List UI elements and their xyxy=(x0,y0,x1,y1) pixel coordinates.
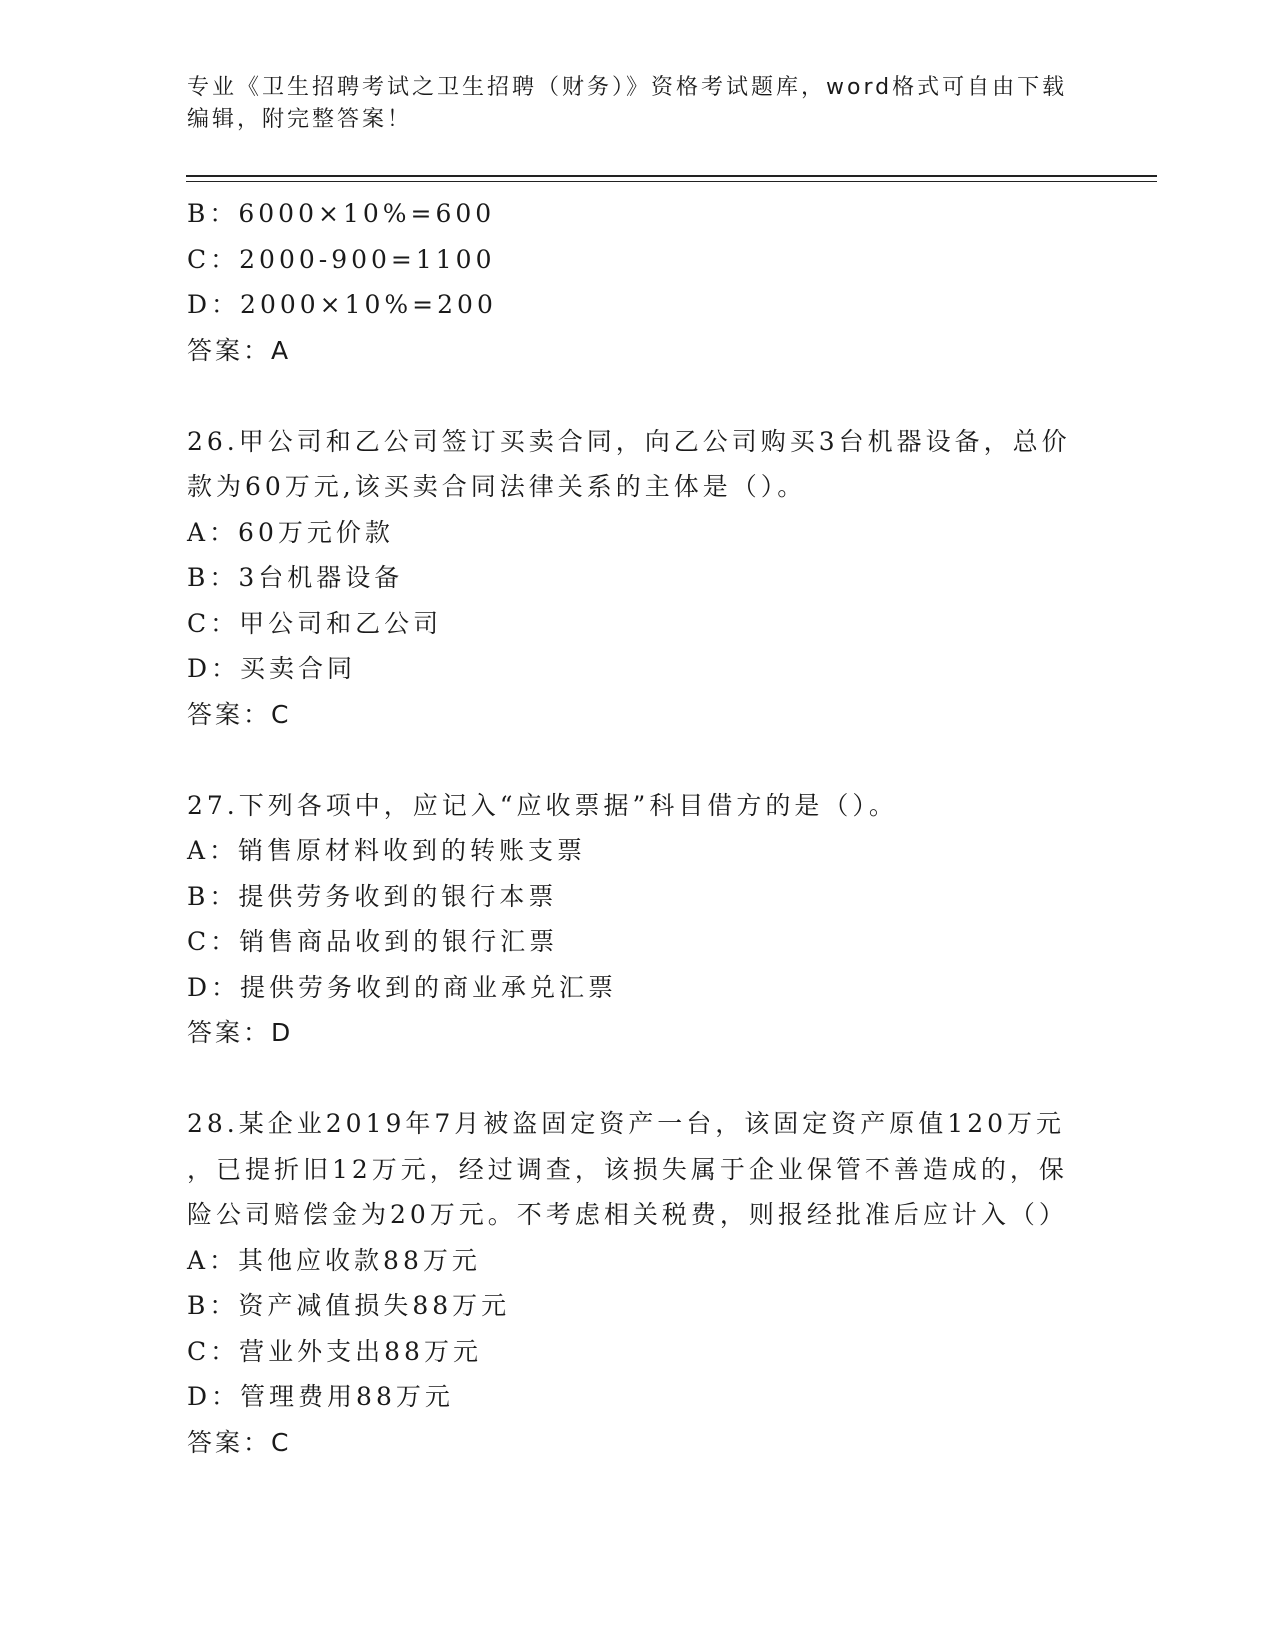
question-block-28 xyxy=(187,1101,1087,1465)
question-stem-line: ，已提折旧12万元，经过调查，该损失属于企业保管不善造成的，保 xyxy=(187,1154,1068,1184)
option-c: C：2000-900=1100 xyxy=(187,244,496,274)
option-d: D：管理费用88万元 xyxy=(187,1382,454,1411)
option-b: B：6000×10%=600 xyxy=(187,199,496,228)
question-stem-line: 27.下列各项中，应记入“应收票据”科目借方的是（）。 xyxy=(187,790,898,820)
spacer xyxy=(187,373,1087,419)
option-d: D：提供劳务收到的商业承兑汇票 xyxy=(187,972,618,1002)
option-c: C：营业外支出88万元 xyxy=(187,1336,482,1366)
option-b: B：提供劳务收到的银行本票 xyxy=(187,881,558,911)
header-divider-thick xyxy=(186,175,1157,177)
spacer xyxy=(187,1056,1087,1102)
answer-line: 答案：A xyxy=(187,335,292,365)
question-stem-line: 险公司赔偿金为20万元。不考虑相关税费，则报经批准后应计入（） xyxy=(187,1200,1068,1229)
question-list xyxy=(187,191,1087,1465)
option-a: A：其他应收款88万元 xyxy=(187,1245,481,1275)
header-divider-thin xyxy=(186,181,1157,182)
header-line-2: 编辑，附完整答案！ xyxy=(187,107,413,132)
answer-line: 答案：C xyxy=(187,1427,292,1457)
option-d: D：2000×10%=200 xyxy=(187,290,497,319)
option-d: D：买卖合同 xyxy=(187,654,357,683)
document-header xyxy=(187,72,1087,136)
answer-line: 答案：C xyxy=(187,699,292,729)
header-line-1: 专业《卫生招聘考试之卫生招聘（财务）》资格考试题库，word格式可自由下载 xyxy=(187,75,1068,100)
spacer xyxy=(187,737,1087,783)
question-stem-line: 26.甲公司和乙公司签订买卖合同，向乙公司购买3台机器设备，总价 xyxy=(187,426,1071,456)
question-stem-line: 28.某企业2019年7月被盗固定资产一台，该固定资产原值120万元 xyxy=(187,1109,1066,1138)
option-c: C：销售商品收到的银行汇票 xyxy=(187,927,559,956)
option-a: A：60万元价款 xyxy=(187,517,394,547)
question-block-prev xyxy=(187,191,1087,373)
option-b: B：资产减值损失88万元 xyxy=(187,1291,511,1320)
question-block-26 xyxy=(187,419,1087,738)
question-stem-line: 款为60万元,该买卖合同法律关系的主体是（）。 xyxy=(187,472,807,501)
option-b: B：3台机器设备 xyxy=(187,563,404,592)
option-a: A：销售原材料收到的转账支票 xyxy=(187,836,587,865)
answer-line: 答案：D xyxy=(187,1018,294,1047)
question-block-27 xyxy=(187,783,1087,1056)
option-c: C：甲公司和乙公司 xyxy=(187,608,443,638)
